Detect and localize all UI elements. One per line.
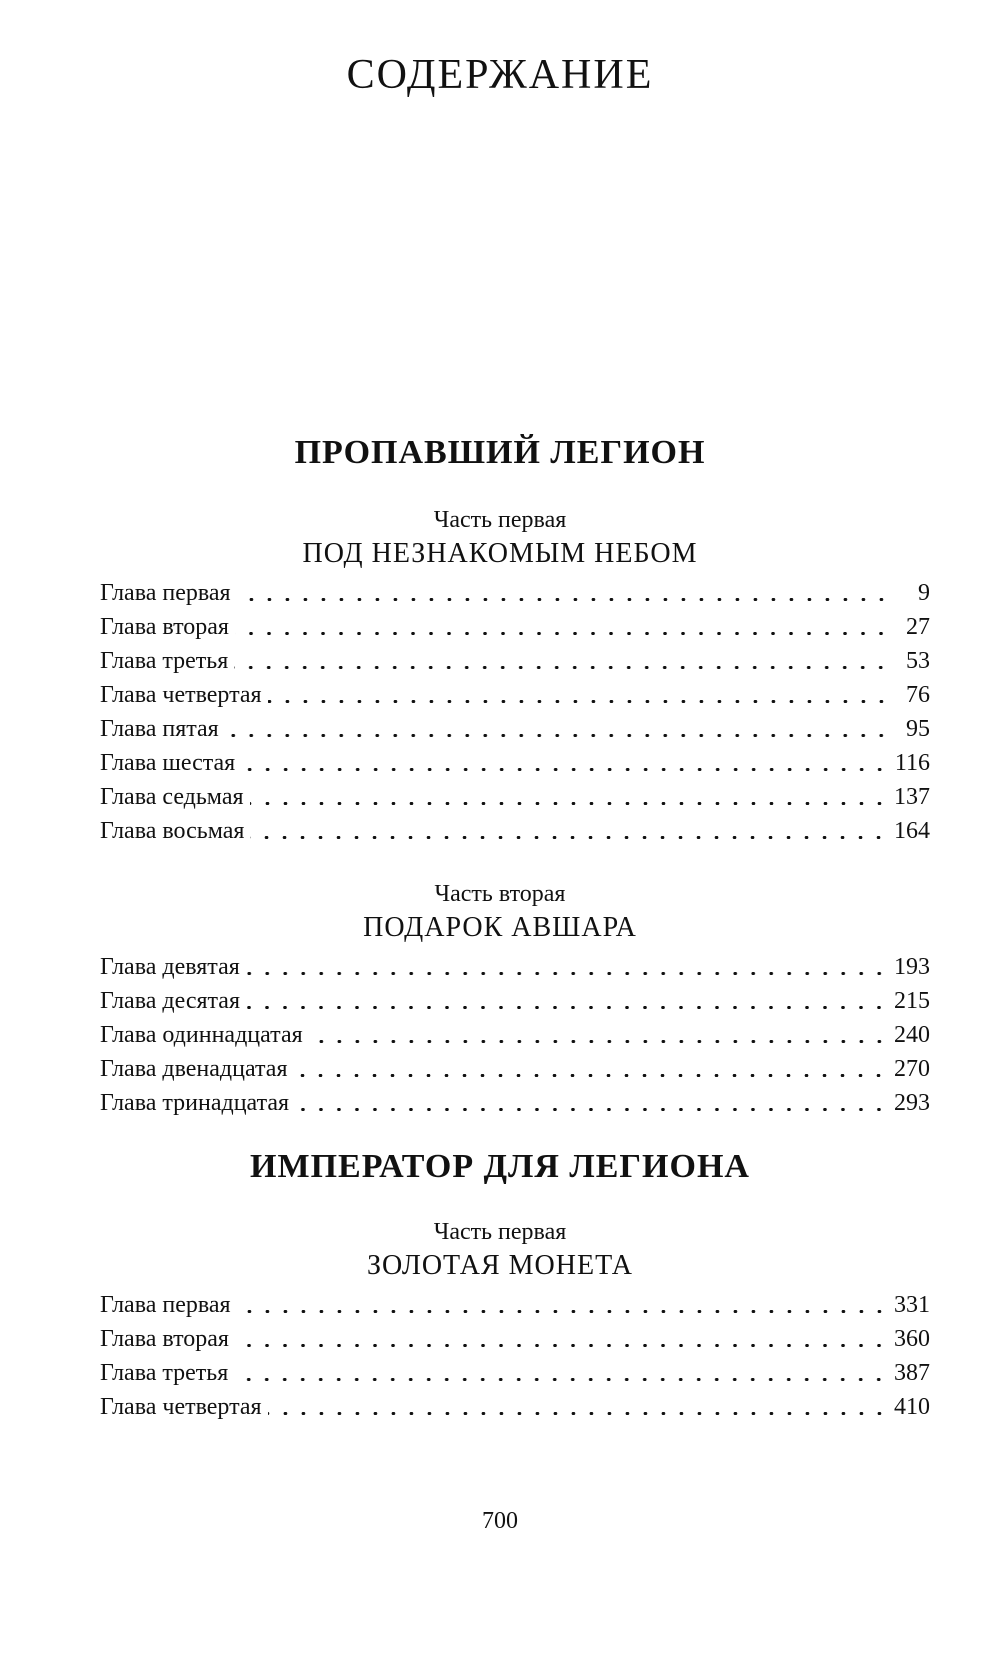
dot-leader: [225, 734, 890, 737]
page-title: СОДЕРЖАНИЕ: [346, 52, 654, 98]
part-label: Часть первая: [433, 1219, 567, 1245]
chapter-row: [100, 1322, 930, 1356]
chapter-page: 137: [894, 784, 930, 810]
chapter-title: Глава третья: [100, 1360, 229, 1386]
chapter-list: [100, 576, 930, 848]
chapter-row: [100, 780, 930, 814]
chapter-row: [100, 984, 930, 1018]
part-section: [0, 1220, 1000, 1424]
chapter-title: Глава четвертая: [100, 682, 262, 708]
chapter-title: Глава первая: [100, 580, 231, 606]
chapter-row: [100, 814, 930, 848]
book-title: ПРОПАВШИЙ ЛЕГИОН: [294, 434, 706, 471]
chapter-row: [100, 1052, 930, 1086]
part-name: ПОДАРОК АВШАРА: [363, 912, 637, 943]
chapter-title: Глава пятая: [100, 716, 219, 742]
chapter-row: [100, 1390, 930, 1424]
dot-leader: [235, 1344, 888, 1347]
dot-leader: [295, 1108, 888, 1111]
chapter-page: 53: [906, 648, 930, 674]
chapter-row: [100, 610, 930, 644]
dot-leader: [241, 768, 889, 771]
part-section: [0, 508, 1000, 848]
part-section: [0, 882, 1000, 1120]
chapter-title: Глава двенадцатая: [100, 1056, 288, 1082]
chapter-title: Глава третья: [100, 648, 229, 674]
chapter-title: Глава вторая: [100, 614, 229, 640]
dot-leader: [250, 802, 888, 805]
chapter-title: Глава вторая: [100, 1326, 229, 1352]
dot-leader: [237, 598, 890, 601]
chapter-page: 116: [894, 750, 930, 776]
chapter-list: [100, 1288, 930, 1424]
chapter-page: 164: [894, 818, 930, 844]
dot-leader: [237, 1310, 888, 1313]
book-section: [0, 436, 1000, 1120]
dot-leader: [293, 1074, 888, 1077]
chapter-page: 270: [894, 1056, 930, 1082]
dot-leader: [234, 666, 890, 669]
chapter-page: 193: [894, 954, 930, 980]
chapter-row: [100, 576, 930, 610]
chapter-title: Глава девятая: [100, 954, 240, 980]
chapter-row: [100, 712, 930, 746]
chapter-page: 76: [906, 682, 930, 708]
chapter-page: 240: [894, 1022, 930, 1048]
chapter-page: 27: [906, 614, 930, 640]
chapter-title: Глава четвертая: [100, 1394, 262, 1420]
book-section: [0, 1150, 1000, 1424]
chapter-title: Глава первая: [100, 1292, 231, 1318]
chapter-title: Глава восьмая: [100, 818, 245, 844]
chapter-row: [100, 746, 930, 780]
chapter-title: Глава тринадцатая: [100, 1090, 290, 1116]
chapter-page: 215: [894, 988, 930, 1014]
dot-leader: [268, 1412, 888, 1415]
dot-leader: [250, 836, 888, 839]
chapter-title: Глава шестая: [100, 750, 236, 776]
dot-leader: [268, 700, 890, 703]
chapter-title: Глава седьмая: [100, 784, 244, 810]
chapter-title: Глава одиннадцатая: [100, 1022, 303, 1048]
part-name: ЗОЛОТАЯ МОНЕТА: [366, 1250, 634, 1281]
dot-leader: [309, 1040, 888, 1043]
chapter-list: [100, 950, 930, 1120]
chapter-row: [100, 1086, 930, 1120]
part-label: Часть первая: [433, 507, 567, 533]
part-name: ПОД НЕЗНАКОМЫМ НЕБОМ: [302, 538, 698, 569]
chapter-row: [100, 1018, 930, 1052]
chapter-page: 360: [894, 1326, 930, 1352]
chapter-row: [100, 678, 930, 712]
dot-leader: [235, 632, 890, 635]
page-number: 700: [482, 1508, 518, 1534]
chapter-page: 410: [894, 1394, 930, 1420]
dot-leader: [246, 1006, 888, 1009]
dot-leader: [234, 1378, 888, 1381]
chapter-page: 9: [918, 580, 930, 606]
part-label: Часть вторая: [434, 881, 566, 907]
chapter-row: [100, 1288, 930, 1322]
chapter-title: Глава десятая: [100, 988, 240, 1014]
chapter-row: [100, 1356, 930, 1390]
chapter-page: 387: [894, 1360, 930, 1386]
chapter-row: [100, 644, 930, 678]
chapter-page: 331: [894, 1292, 930, 1318]
dot-leader: [246, 972, 888, 975]
chapter-page: 95: [906, 716, 930, 742]
book-title: ИМПЕРАТОР ДЛЯ ЛЕГИОНА: [250, 1148, 750, 1185]
chapter-page: 293: [894, 1090, 930, 1116]
chapter-row: [100, 950, 930, 984]
